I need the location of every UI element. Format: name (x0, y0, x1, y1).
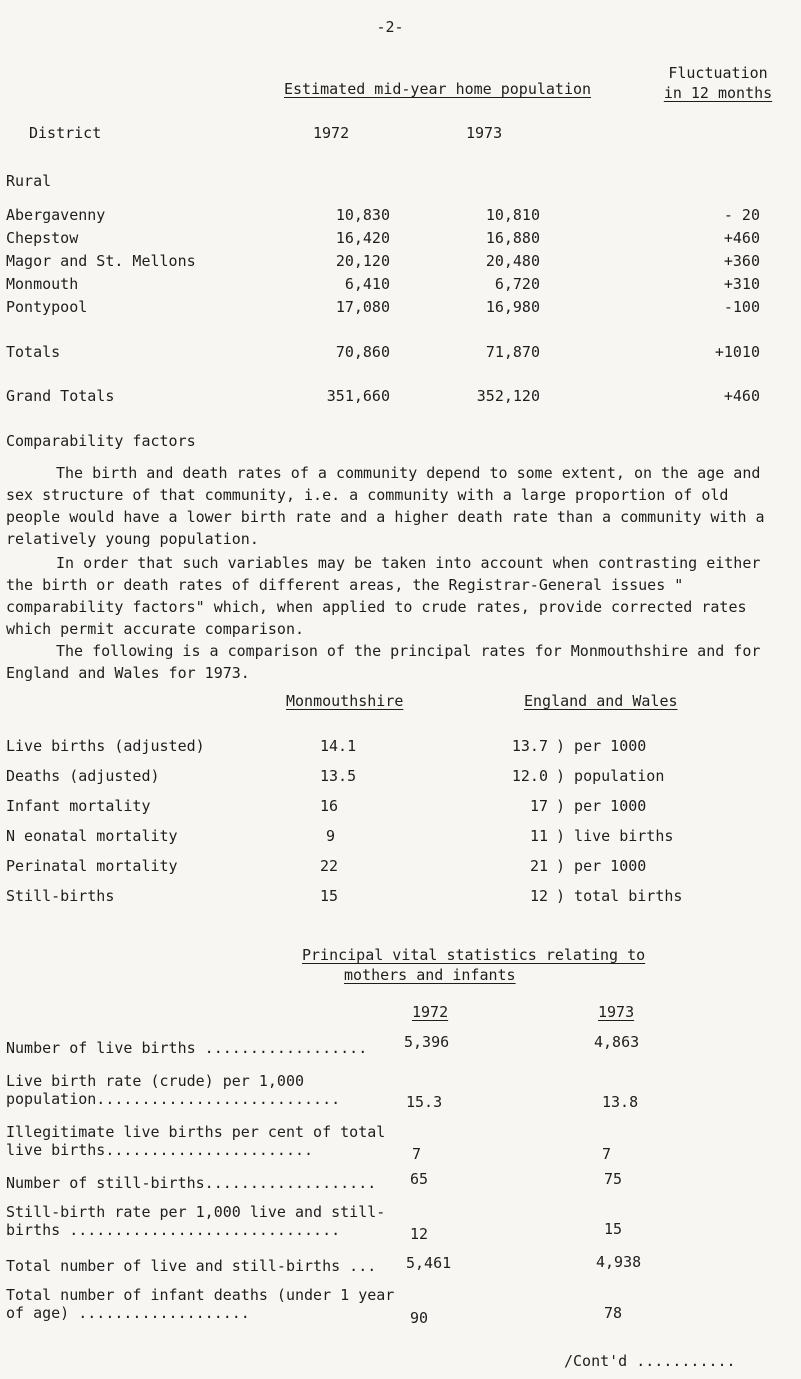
col-1973: 1973 (466, 124, 503, 142)
district-change: +360 (723, 252, 760, 270)
district-1972: 20,120 (335, 252, 390, 270)
rate-unit: ) per 1000 (556, 737, 647, 755)
district-1972: 10,830 (335, 206, 390, 224)
vital-1972: 5,461 (406, 1254, 452, 1272)
comparability-paragraph-1: The birth and death rates of a community depend to some extent, on the age and sex structure of that community, i.e. a community with a large proportion of old people would have a lower birth rate and a higher death rate than a community with a relatively young population. (6, 464, 765, 548)
vital-label: Number of live births .................. (6, 1039, 368, 1057)
vital-1973: 15 (604, 1220, 623, 1238)
vital-stats-heading-line2: mothers and infants (344, 966, 516, 984)
rate-label: Infant mortality (6, 797, 151, 815)
vital-label: Total number of infant deaths (under 1 year of age) ................... (6, 1286, 395, 1322)
rate-unit: ) total births (556, 887, 683, 905)
district-1973: 16,980 (485, 298, 540, 316)
grand-totals-1972: 351,660 (326, 387, 390, 405)
rate-unit: ) per 1000 (556, 857, 647, 875)
vital-label: Number of still-births................... (6, 1174, 377, 1192)
vital-label: Total number of live and still-births ... (6, 1257, 377, 1275)
rate-unit: ) live births (556, 827, 674, 845)
district-1973: 6,720 (494, 275, 540, 293)
rate-label: Still-births (6, 887, 115, 905)
district-name: Chepstow (6, 229, 79, 247)
totals-label: Totals (6, 343, 61, 361)
vital-1973: 4,863 (594, 1033, 640, 1051)
vital-col-1973: 1973 (598, 1003, 635, 1021)
vital-1972: 90 (410, 1309, 429, 1327)
district-change: -100 (723, 298, 760, 316)
vital-1973: 75 (604, 1170, 623, 1188)
totals-1972: 70,860 (335, 343, 390, 361)
vital-label: Live birth rate (crude) per 1,000 population........................... (6, 1072, 341, 1108)
col-monmouthshire: Monmouthshire (286, 692, 404, 710)
rate-monmouth: 15 (320, 887, 339, 905)
district-1972: 16,420 (335, 229, 390, 247)
vital-1973: 13.8 (602, 1093, 639, 1111)
rate-england: 13.7 (511, 737, 548, 755)
rate-monmouth: 22 (320, 857, 339, 875)
vital-label: Still-birth rate per 1,000 live and still-births .............................. (6, 1203, 386, 1239)
district-change: - 20 (723, 206, 760, 224)
page-number: -2- (376, 18, 404, 36)
district-1973: 10,810 (485, 206, 540, 224)
rate-unit: ) population (556, 767, 665, 785)
district-name: Magor and St. Mellons (6, 252, 196, 270)
vital-1972: 12 (410, 1225, 429, 1243)
grand-totals-change: +460 (723, 387, 760, 405)
grand-totals-1973: 352,120 (476, 387, 540, 405)
totals-1973: 71,870 (485, 343, 540, 361)
fluctuation-header-line2: in 12 months (663, 84, 773, 102)
rate-unit: ) per 1000 (556, 797, 647, 815)
totals-change: +1010 (714, 343, 760, 361)
rate-england: 11 (529, 827, 548, 845)
vital-1972: 15.3 (406, 1093, 443, 1111)
vital-1972: 65 (410, 1170, 429, 1188)
rate-monmouth: 14.1 (320, 737, 357, 755)
rate-label: Live births (adjusted) (6, 737, 205, 755)
rate-england: 12 (529, 887, 548, 905)
col-1972: 1972 (313, 124, 350, 142)
grand-totals-label: Grand Totals (6, 387, 115, 405)
vital-1973: 4,938 (596, 1253, 642, 1271)
col-district: District (29, 124, 102, 142)
vital-1973: 7 (602, 1145, 612, 1163)
comparability-heading: Comparability factors (6, 432, 196, 450)
district-change: +310 (723, 275, 760, 293)
district-1972: 6,410 (344, 275, 390, 293)
district-name: Pontypool (6, 298, 88, 316)
district-1972: 17,080 (335, 298, 390, 316)
district-1973: 16,880 (485, 229, 540, 247)
vital-1972: 5,396 (404, 1033, 450, 1051)
continued-note: /Cont'd ........... (564, 1352, 736, 1370)
rate-england: 17 (529, 797, 548, 815)
rate-monmouth: 13.5 (320, 767, 357, 785)
comparability-paragraph-3: The following is a comparison of the principal rates for Monmouthshire and for England and Wales for 1973. (6, 642, 761, 682)
district-change: +460 (723, 229, 760, 247)
rate-england: 21 (529, 857, 548, 875)
district-name: Abergavenny (6, 206, 106, 224)
rate-monmouth: 9 (326, 827, 336, 845)
fluctuation-header-line1: Fluctuation (668, 64, 768, 82)
rate-label: Deaths (adjusted) (6, 767, 160, 785)
comparability-paragraph-2: In order that such variables may be taken into account when contrasting either the birth or death rates of different areas, the Registrar-General issues " comparability factors" which, when applied to crude rates, provide corrected rates which permit accurate comparison. (6, 554, 761, 638)
rate-label: Perinatal mortality (6, 857, 178, 875)
vital-label: Illegitimate live births per cent of total live births....................... (6, 1123, 386, 1159)
district-1973: 20,480 (485, 252, 540, 270)
vital-col-1972: 1972 (412, 1003, 449, 1021)
col-england-wales: England and Wales (524, 692, 678, 710)
vital-stats-heading-line1: Principal vital statistics relating to (302, 946, 646, 964)
district-name: Monmouth (6, 275, 79, 293)
estimated-population-header: Estimated mid-year home population (284, 80, 592, 98)
vital-1973: 78 (604, 1304, 623, 1322)
section-rural: Rural (6, 172, 52, 190)
rate-label: N eonatal mortality (6, 827, 178, 845)
vital-1972: 7 (412, 1145, 422, 1163)
rate-monmouth: 16 (320, 797, 339, 815)
rate-england: 12.0 (511, 767, 548, 785)
